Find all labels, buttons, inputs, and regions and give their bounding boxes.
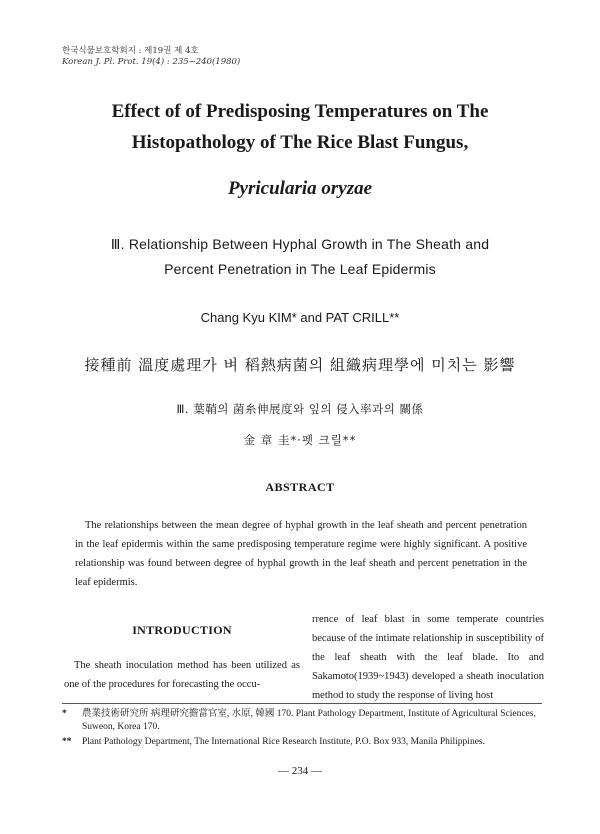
introduction-right-column: rrence of leaf blast in some temperate countries because of the intimate relationship in susceptibility of the leaf sheath with the leaf blade. Ito and Sakamoto(1939~1943) developed a sheath inoculation method to study the response of living host xyxy=(312,614,544,701)
journal-korean: 한국식물보호학회지 : 제19권 제 4호 xyxy=(62,46,199,56)
subtitle-line-1: Ⅲ. Relationship Between Hyphal Growth in The Sheath and xyxy=(110,236,490,252)
species-name: Pyricularia oryzae xyxy=(227,178,373,199)
journal-english: Korean J. Pl. Prot. 19(4) : 235~240(1980) xyxy=(62,57,241,67)
paper-subtitle xyxy=(0,232,600,282)
abstract-heading: ABSTRACT xyxy=(265,480,335,494)
footnote-text: Plant Pathology Department, The International Rice Research Institute, P.O. Box 933, Manila Philippines. xyxy=(82,737,485,747)
paper-title xyxy=(0,96,600,158)
korean-subtitle: Ⅲ. 葉鞘의 菌糸伸展度와 잎의 侵入率과의 關係 xyxy=(176,402,424,416)
korean-title: 接種前 溫度處理가 벼 稻熱病菌의 組織病理學에 미치는 影響 xyxy=(84,356,516,374)
footnote xyxy=(62,736,542,749)
title-line-1: Effect of of Predisposing Temperatures on The xyxy=(111,101,489,122)
korean-authors: 金 章 圭*·펫 크릴** xyxy=(243,433,357,447)
footnote xyxy=(62,708,542,734)
journal-header xyxy=(62,46,240,68)
introduction-heading: INTRODUCTION xyxy=(132,623,232,637)
footnote-text: 農業技術研究所 病理研究擔當官室, 水原, 韓國 170. Plant Pathology Department, Institute of Agricultural Sciences, Suweon, Korea 170. xyxy=(82,709,536,732)
abstract-text: The relationships between the mean degree of hyphal growth in the leaf sheath and percent penetration in the leaf epidermis within the same predisposing temperature regime were highly significant. A positive relationship was found between degree of hyphal growth in the leaf sheath and percent penetration in the leaf epidermis. xyxy=(75,520,527,588)
footnotes xyxy=(62,708,542,751)
footnote-divider xyxy=(62,703,542,704)
footnote-mark: * xyxy=(62,709,67,719)
subtitle-line-2: Percent Penetration in The Leaf Epidermis xyxy=(164,261,436,277)
title-line-2: Histopathology of The Rice Blast Fungus, xyxy=(131,132,469,153)
footnote-mark: ** xyxy=(62,737,72,747)
authors: Chang Kyu KIM* and PAT CRILL** xyxy=(200,310,400,325)
introduction-left-column: The sheath inoculation method has been utilized as one of the procedures for forecasting the occu- xyxy=(64,660,300,690)
page-number: — 234 — xyxy=(278,765,322,777)
